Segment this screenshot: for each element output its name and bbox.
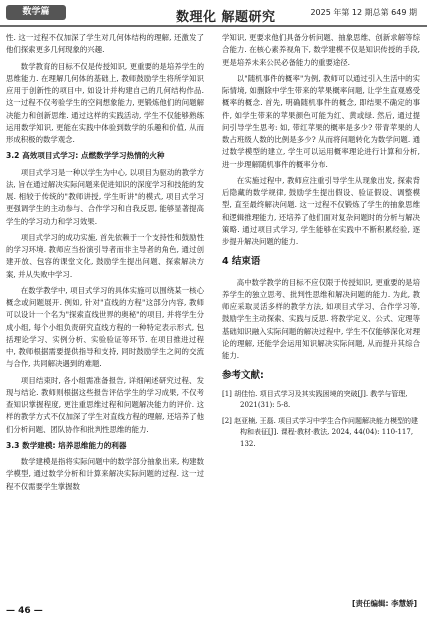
paragraph: 项目式学习的成功实施, 首先依赖于一个支持性和鼓励性的学习环境. 教师应当扮演引导者而非主导者的角色, 通过创建开放、包容的课堂文化, 鼓励学生提出问题、探索解决方案, 并从失败中学习. [6, 232, 204, 279]
paragraph: 性. 这一过程不仅加深了学生对几何体结构的理解, 还激发了他们探索更多几何现象的兴趣. [6, 33, 204, 55]
paragraph: 数学教育的目标不仅是传授知识, 更重要的是培养学生的思维能力. 在理解几何体的基础上, 教师鼓励学生将所学知识应用于创新性的项目中, 如设计并构建自己的几何结构作品. 这一过程不仅考验学生的空间想象能力, 更锻炼他们的问题解决能力和创新思维. 通过这样的实践活动, 学生不仅能够熟练运用数学知识, 更能在实践中体验到数学的乐趣和价值, 从而形成积极的数学观念. [6, 61, 204, 144]
paragraph: 学知识, 更要求他们具备分析问题、抽象思维、创新求解等综合能力. 在核心素养视角下, 数学建模不仅是知识传授的手段, 更是培养未来公民必备能力的重要途径. [222, 33, 420, 67]
paragraph: 数学建模是指将实际问题中的数学部分抽象出来, 构建数学模型, 通过数学分析和计算来解决实际问题的过程. 这一过程不仅需要学生掌握数 [6, 457, 204, 491]
right-column [222, 32, 420, 454]
reference-item: [2] 赵亚楠, 王磊. 项目式学习中学生合作问题解决能力模型的建构和表征[J]. 课程·教材·教法, 2024, 44(04): 110-117, 132. [222, 416, 419, 448]
page-header [0, 0, 427, 26]
left-column [6, 32, 204, 497]
paragraph: 在数学教学中, 项目式学习的具体实施可以围绕某一核心概念或问题展开. 例如, 针对"直线的方程"这部分内容, 教师可以设计一个名为"探索直线世界的奥秘"的项目, 并将学生分成小组, 每个小组负责研究直线方程的一种特定表示形式, 包括理论学习、实例分析、实验验证等环节. 在项目推进过程中, 教师根据需要提供指导和支持, 同时鼓励学生之间的交流与合作, 共同解决遇到的难题. [6, 285, 204, 369]
paragraph: 项目式学习是一种以学生为中心, 以项目为驱动的教学方法, 旨在通过解决实际问题来促进知识的深度学习和技能的发展. 相较于传统的"教师讲授, 学生听讲"的模式, 项目式学习更强调学生的主动参与、合作学习和自我反思, 能够显著提高学生的学习动力和学习效果. [6, 167, 204, 226]
journal-logo: 数理化 解题研究 [176, 10, 276, 25]
references-title: 参考文献: [222, 370, 264, 382]
header-rule [0, 25, 427, 27]
section-heading-3-2: 3.2 高效项目式学习: 点燃数学学习热情的火种 [6, 151, 165, 161]
section-heading-4: 4 结束语 [222, 256, 261, 268]
issue-info: 2025 年第 12 期总第 649 期 [310, 8, 417, 17]
paragraph: 项目结束时, 各小组需准备报告, 详细阐述研究过程、发现与结论. 教师则根据这些报告评估学生的学习成果, 不仅考查知识掌握程度, 更注重思维过程和问题解决能力的评价. 这样的教学方式不仅加深了学生对直线方程的理解, 还培养了他们分析问题、团队协作和批判性思维的能力. [6, 375, 204, 434]
paragraph: 在实施过程中, 教师应注重引导学生从现象出发, 探索背后隐藏的数学规律, 鼓励学生提出假设、验证假设、调整模型, 直至最终解决问题. 这一过程不仅锻炼了学生的抽象思维和逻辑推理能力, 还培养了他们面对复杂问题时的分析与解决策略. 通过项目式学习, 学生能够在实践中不断积累经验, 逐步提升解决问题的能力. [222, 175, 420, 246]
paragraph: 高中数学教学的目标不应仅限于传授知识, 更重要的是培养学生的独立思考、批判性思维和解决问题的能力. 为此, 教师应采取灵活多样的教学方法, 如项目式学习、合作学习等, 鼓励学生主动探索、实践与反思. 将教学定义、公式、定理等基础知识融入实际问题的解决过程中, 学生不仅能够深化对理论的理解, 还能学会运用知识解决实际问题, 从而提升其综合能力. [222, 277, 420, 360]
page-number: — 46 — [6, 606, 43, 616]
section-badge: 数学篇 [6, 5, 66, 20]
responsible-editor: [责任编辑: 李慧娇] [352, 599, 417, 608]
section-heading-3-3: 3.3 数学建模: 培养思维能力的利器 [6, 440, 127, 450]
paragraph: 以"随机事件的概率"为例, 教师可以通过引入生活中的实际情境, 如删除中学生带来的苹果概率问题, 让学生直观感受概率的概念. 首先, 明确随机事件的概念, 即结果不确定的事件, 如学生带来的苹果颜色可能为红、黄或绿. 然后, 通过提问引导学生思考: 如, 带红苹果的概率是多少? 带青苹果的人数占班级人数的比例是多少? 从而将问题转化为数学问题. 通过数学模型的建立, 学生可以运用概率理论进行计算和分析, 进一步理解随机事件的概率分布. [222, 73, 420, 169]
reference-item: [1] 胡佳怡. 项目式学习及其实践困境的突破[J]. 教学与管理, 2021(31): 5-8. [222, 389, 408, 409]
